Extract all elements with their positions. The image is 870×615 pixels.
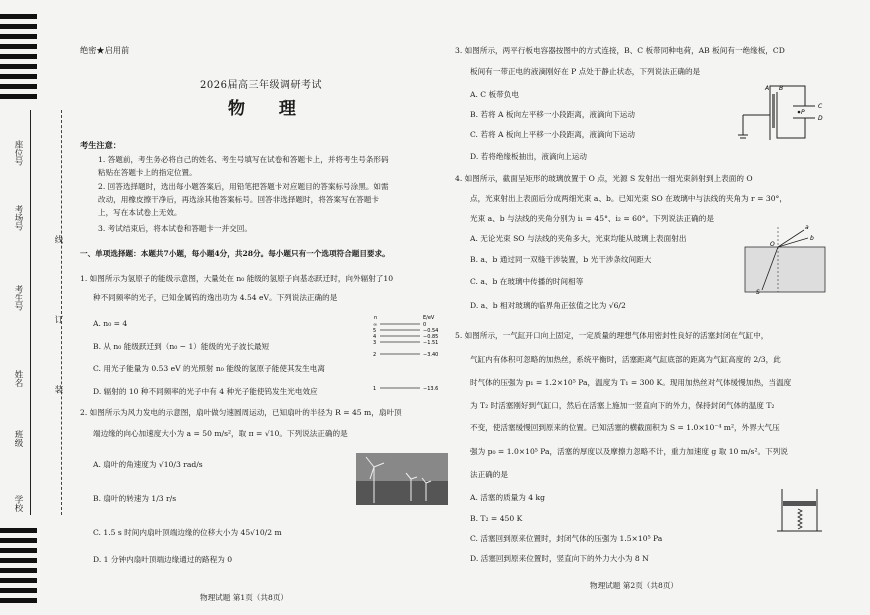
binding-bar	[0, 568, 37, 573]
q4-option-c: C. a、b 在玻璃中传播的时间相等	[470, 277, 584, 286]
q5-stem: 5. 如图所示，一气缸开口向上固定，一定质量的理想气体用密封性良好的活塞封闭在气缸中，	[455, 331, 769, 340]
binding-bar	[0, 14, 37, 19]
notice-heading: 考生注意：	[80, 140, 121, 150]
refraction-figure	[740, 222, 835, 297]
binding-bar	[0, 588, 37, 593]
binding-bar	[0, 548, 37, 553]
level-e: −13.6	[423, 386, 439, 392]
piston	[783, 501, 816, 506]
level-n: 5	[373, 328, 377, 334]
subject-title: 物 理	[228, 99, 310, 119]
binding-line	[30, 110, 31, 515]
binding-bar	[0, 24, 37, 29]
q5-stem: 不变，使活塞缓慢回到原来的位置。已知活塞的横截面积为 S = 1.0×10⁻⁴ m²，外界大气压	[470, 423, 780, 432]
level-e: −0.54	[423, 328, 439, 334]
plate-d-label: D	[818, 115, 823, 122]
notice-line: 2. 回答选择题时，选出每小题答案后，用铅笔把答题卡对应题目的答案标号涂黑。如需	[98, 182, 389, 191]
q3-option-c: C. 若将 A 板向上平移一小段距离，液滴向下运动	[470, 130, 635, 139]
q5-stem: 时气体的压强为 p₁ = 1.2×10⁵ Pa，温度为 T₁ = 300 K。现用加热丝对气体缓慢加热，当温度	[470, 378, 792, 387]
binding-bar	[0, 34, 37, 39]
notice-line: 上，写在本试卷上无效。	[98, 208, 182, 217]
cut-line	[61, 110, 63, 515]
q5-stem: 气缸内有体积可忽略的加热丝，系统平衡时，活塞距离气缸底部的距离为气缸高度的 2/3，此	[470, 355, 781, 364]
level-e-header: E/eV	[423, 315, 435, 321]
notice-line: 1. 答题前，考生务必将自己的姓名、考生号填写在试卷和答题卡上，并将考生号条形码	[98, 155, 389, 164]
ray-a-label: a	[805, 224, 809, 231]
class-label: 班级	[13, 430, 23, 447]
notice-line: 粘贴在答题卡上的指定位置。	[98, 168, 197, 177]
level-n-header: n	[374, 315, 378, 321]
q2-stem: 2. 如图所示为风力发电的示意图，扇叶做匀速圆周运动，已知扇叶的半径为 R = 45 m，扇叶顶	[80, 408, 402, 417]
binding-bar	[0, 84, 37, 89]
q2-option-a: A. 扇叶的角速度为 √10/3 rad/s	[93, 460, 203, 469]
notice-line: 3. 考试结束后，将本试卷和答题卡一并交回。	[98, 224, 252, 233]
point-o-label: O	[770, 241, 775, 248]
q5-option-a: A. 活塞的质量为 4 kg	[470, 493, 545, 502]
level-e: −0.85	[423, 334, 439, 340]
level-n: ∞	[373, 322, 378, 328]
binding-bar	[0, 64, 37, 69]
cylinder-figure	[772, 487, 827, 535]
school-label: 学校	[13, 495, 23, 512]
source-s-label: S	[756, 289, 760, 296]
secret-label: 绝密★启用前	[80, 45, 130, 55]
q5-option-d: D. 活塞回到原来位置时，竖直向下的外力大小为 8 N	[470, 554, 649, 563]
q5-stem: 为 T₂ 时活塞刚好到气缸口，然后在活塞上施加一竖直向下的外力，保持封闭气体的温度 T₂	[470, 401, 775, 410]
q4-stem: 点，光束射出上表面后分成两细光束 a、b。已知光束 SO 在玻璃中与法线的夹角为 r = 30°，	[470, 194, 787, 203]
plate-b-label: B	[779, 85, 784, 92]
level-n: 2	[373, 352, 377, 358]
q2-option-b: B. 扇叶的转速为 1/3 r/s	[93, 494, 177, 503]
binding-bar	[0, 54, 37, 59]
q3-option-a: A. C 板带负电	[470, 90, 519, 99]
capacitor-figure	[735, 80, 830, 150]
q1-option-c: C. 用光子能量为 0.53 eV 的光照射 n₀ 能级的氢原子能使其发生电离	[93, 364, 325, 373]
name-label: 姓名	[13, 370, 23, 387]
level-e: −1.51	[423, 340, 439, 346]
level-e: 0	[423, 322, 427, 328]
q1-option-b: B. 从 n₀ 能级跃迁到（n₀ − 1）能级的光子波长最短	[93, 342, 270, 351]
q5-stem: 法正确的是	[470, 470, 508, 479]
droplet	[798, 111, 801, 114]
tick-xian: 装	[53, 385, 63, 394]
level-n: 3	[373, 340, 377, 346]
q5-option-b: B. T₂ = 450 K	[470, 514, 523, 523]
plate-a-label: A	[765, 85, 770, 92]
q4-option-b: B. a、b 通过同一双缝干涉装置，b 光干涉条纹间距大	[470, 255, 652, 264]
q1-stem: 种不同频率的光子，已知金属钨的逸出功为 4.54 eV。下列说法正确的是	[93, 293, 338, 302]
binding-bar	[0, 598, 37, 603]
binding-bar	[0, 578, 37, 583]
plate-c-label: C	[818, 103, 823, 110]
seat-number-label: 座位号	[13, 140, 23, 166]
tick-ding: 订	[53, 315, 63, 324]
q4-option-d: D. a、b 相对玻璃的临界角正弦值之比为 √6/2	[470, 301, 626, 310]
heating-wire	[798, 509, 802, 529]
binding-bar	[0, 538, 37, 543]
tick-zhuang: 线	[53, 235, 63, 244]
student-number-label: 考生号	[13, 285, 23, 311]
q5-stem: 强为 p₀ = 1.0×10⁵ Pa，活塞的厚度以及摩擦力忽略不计，重力加速度 g 取 10 m/s²。下列说	[470, 447, 788, 456]
q4-option-a: A. 无论光束 SO 与法线的夹角多大，光束均能从玻璃上表面射出	[470, 234, 687, 243]
q5-option-c: C. 活塞回到原来位置时，封闭气体的压强为 1.5×10⁵ Pa	[470, 534, 663, 543]
level-e: −3.40	[423, 352, 439, 358]
binding-bar	[0, 94, 37, 99]
q1-option-a: A. n₀ = 4	[93, 319, 128, 328]
binding-bar	[0, 44, 37, 49]
point-p-label: P	[801, 109, 805, 116]
binding-bar	[0, 74, 37, 79]
q1-option-d: D. 辐射的 10 种不同频率的光子中有 4 种光子能使钨发生光电效应	[93, 387, 318, 396]
q2-option-c: C. 1.5 s 时间内扇叶顶端边缘的位移大小为 45√10/2 m	[93, 528, 282, 537]
exam-title: 2026届高三年级调研考试	[200, 80, 322, 91]
wind-turbine-photo	[356, 453, 448, 505]
section-heading: 一、单项选择题：本题共7小题，每小题4分，共28分。每小题只有一个选项符合题目要求。	[80, 249, 390, 258]
energy-level-diagram	[370, 312, 445, 397]
q3-option-d: D. 若将绝缘板抽出，液滴向上运动	[470, 152, 587, 161]
q2-option-d: D. 1 分钟内扇叶顶端边缘通过的路程为 0	[93, 555, 233, 564]
q1-stem: 1. 如图所示为氢原子的能级示意图，大量处在 n₀ 能级的氢原子向基态跃迁时，向外辐射了10	[80, 274, 394, 283]
ray-b-label: b	[810, 235, 814, 242]
q3-stem: 板间有一带正电的液滴刚好在 P 点处于静止状态，下列说法正确的是	[470, 67, 701, 76]
binding-bar	[0, 558, 37, 563]
q3-stem: 3. 如图所示，两平行板电容器按图中的方式连接，B、C 板带同种电荷，AB 板间有一绝缘板，CD	[455, 46, 785, 55]
level-n: 4	[373, 334, 377, 340]
q4-stem: 4. 如图所示，截面呈矩形的玻璃放置于 O 点，光源 S 发射出一细光束斜射到上表面的 O	[455, 174, 753, 183]
q3-option-b: B. 若将 A 板向左平移一小段距离，液滴向下运动	[470, 110, 635, 119]
level-n: 1	[373, 386, 377, 392]
q4-stem: 光束 a、b 与法线的夹角分别为 i₁ = 45°、i₂ = 60°。下列说法正确的是	[470, 214, 714, 223]
q2-stem: 端边缘的向心加速度大小为 a = 50 m/s²，取 π = √10。下列说法正确的是	[93, 429, 348, 438]
right-page-footer: 物理试题 第2页（共8页）	[590, 581, 679, 590]
binding-bar	[0, 528, 37, 533]
left-page-footer: 物理试题 第1页（共8页）	[200, 593, 289, 602]
exam-room-label: 考场号	[13, 205, 23, 231]
notice-line: 改动，用橡皮擦干净后，再选涂其他答案标号。回答非选择题时，将答案写在答题卡	[98, 195, 379, 204]
